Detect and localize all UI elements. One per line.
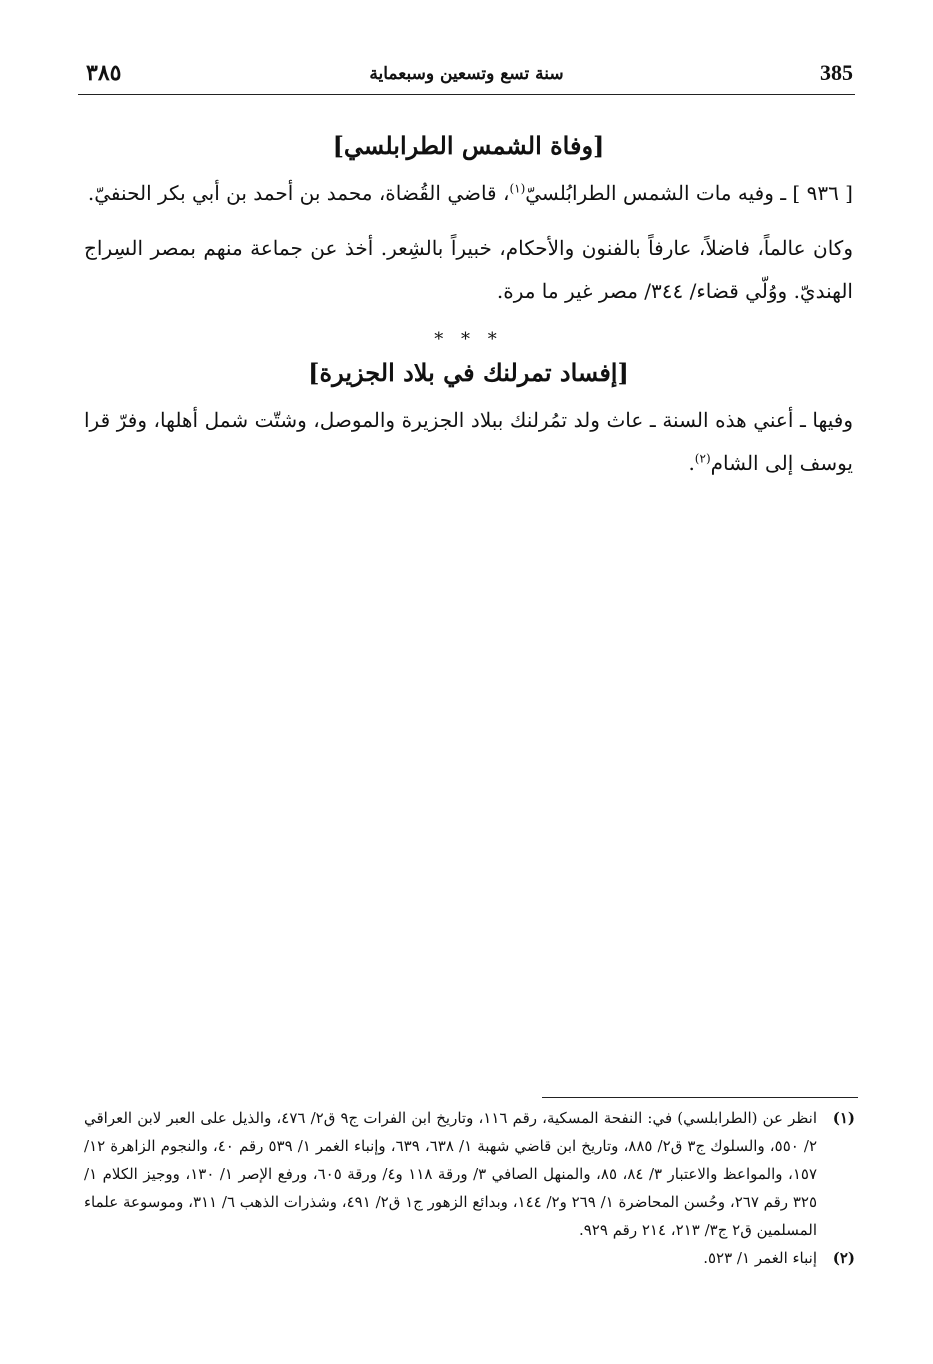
paragraph [84,227,853,313]
footnote-marker: (١) [509,181,526,196]
paragraph-text: . [688,451,695,475]
paragraph [84,399,853,485]
footnote-number: (٢) [832,1249,855,1267]
section-separator: * * * [434,329,503,350]
section-heading: [وفاة الشمس الطرابلسي] [332,131,605,160]
paragraph [84,172,853,215]
page-header [78,58,855,95]
footnote-text: انظر عن (الطرابلسي) في: النفحة المسكية، رقم ١١٦، وتاريخ ابن الفرات ج٩ ق٢/ ٤٧٦، والذيل على العبر لابن العراقي ٢/ ٥٥٠، والسلوك ج٣ ق٢/ ٨٨٥، وتاريخ ابن قاضي شهبة ١/ ٦٣٨، ٦٣٩، وإنباء الغمر ١/ ٥٣٩ رقم ٤٠، والنجوم الزاهرة ١٢/ ١٥٧، والمواعظ والاعتبار ٣/ ٨٤، ٨٥، والمنهل الصافي ٣/ ورقة ١١٨ و٤/ ورقة ٦٠٥، ورفع الإصر ١/ ١٣٠، ووجيز الكلام ١/ ٣٢٥ رقم ٢٦٧، وحُسن المحاضرة ١/ ٢٦٩ و٢/ ١٤٤، وبدائع الزهور ج١ ق٢/ ٤٩١، وشذرات الذهب ٦/ ٣١١، وموسوعة علماء المسلمين ق٢ ج٣/ ٢١٣، ٢١٤ رقم ٩٢٩. [84,1109,818,1239]
page-number-latin: 385 [820,60,853,85]
footnote [84,1104,855,1244]
footnotes [84,1104,855,1272]
footnote [84,1244,855,1272]
main-text [84,128,853,497]
footnote-marker: (٢) [694,451,711,466]
footnote-text: إنباء الغمر ١/ ٥٢٣. [703,1249,817,1267]
running-title: سنة تسع وتسعين وسبعماية [369,64,564,84]
page-number-arabic: ٣٨٥ [86,60,122,86]
paragraph-text: [ ٩٣٦ ] ـ وفيه مات الشمس الطرابُلسيّ [525,181,853,205]
paragraph-text: وفيها ـ أعني هذه السنة ـ عاث ولد تمُرلنك ببلاد الجزيرة والموصل، وشتّت شمل أهلها، وفرّ قرا يوسف إلى الشام [84,408,853,475]
footnote-divider [542,1097,858,1098]
paragraph-text: وكان عالماً، فاضلاً، عارفاً بالفنون والأحكام، خبيراً بالشِعر. أخذ عن جماعة منهم بمصر السِراج الهنديّ. ووُلّي قضاء/ ٣٤٤/ مصر غير ما مرة. [84,236,853,303]
paragraph-text: ، قاضي القُضاة، محمد بن أحمد بن أبي بكر الحنفيّ. [87,181,510,205]
section-heading: [إفساد تمرلنك في بلاد الجزيرة] [308,358,629,387]
footnote-number: (١) [832,1109,855,1127]
